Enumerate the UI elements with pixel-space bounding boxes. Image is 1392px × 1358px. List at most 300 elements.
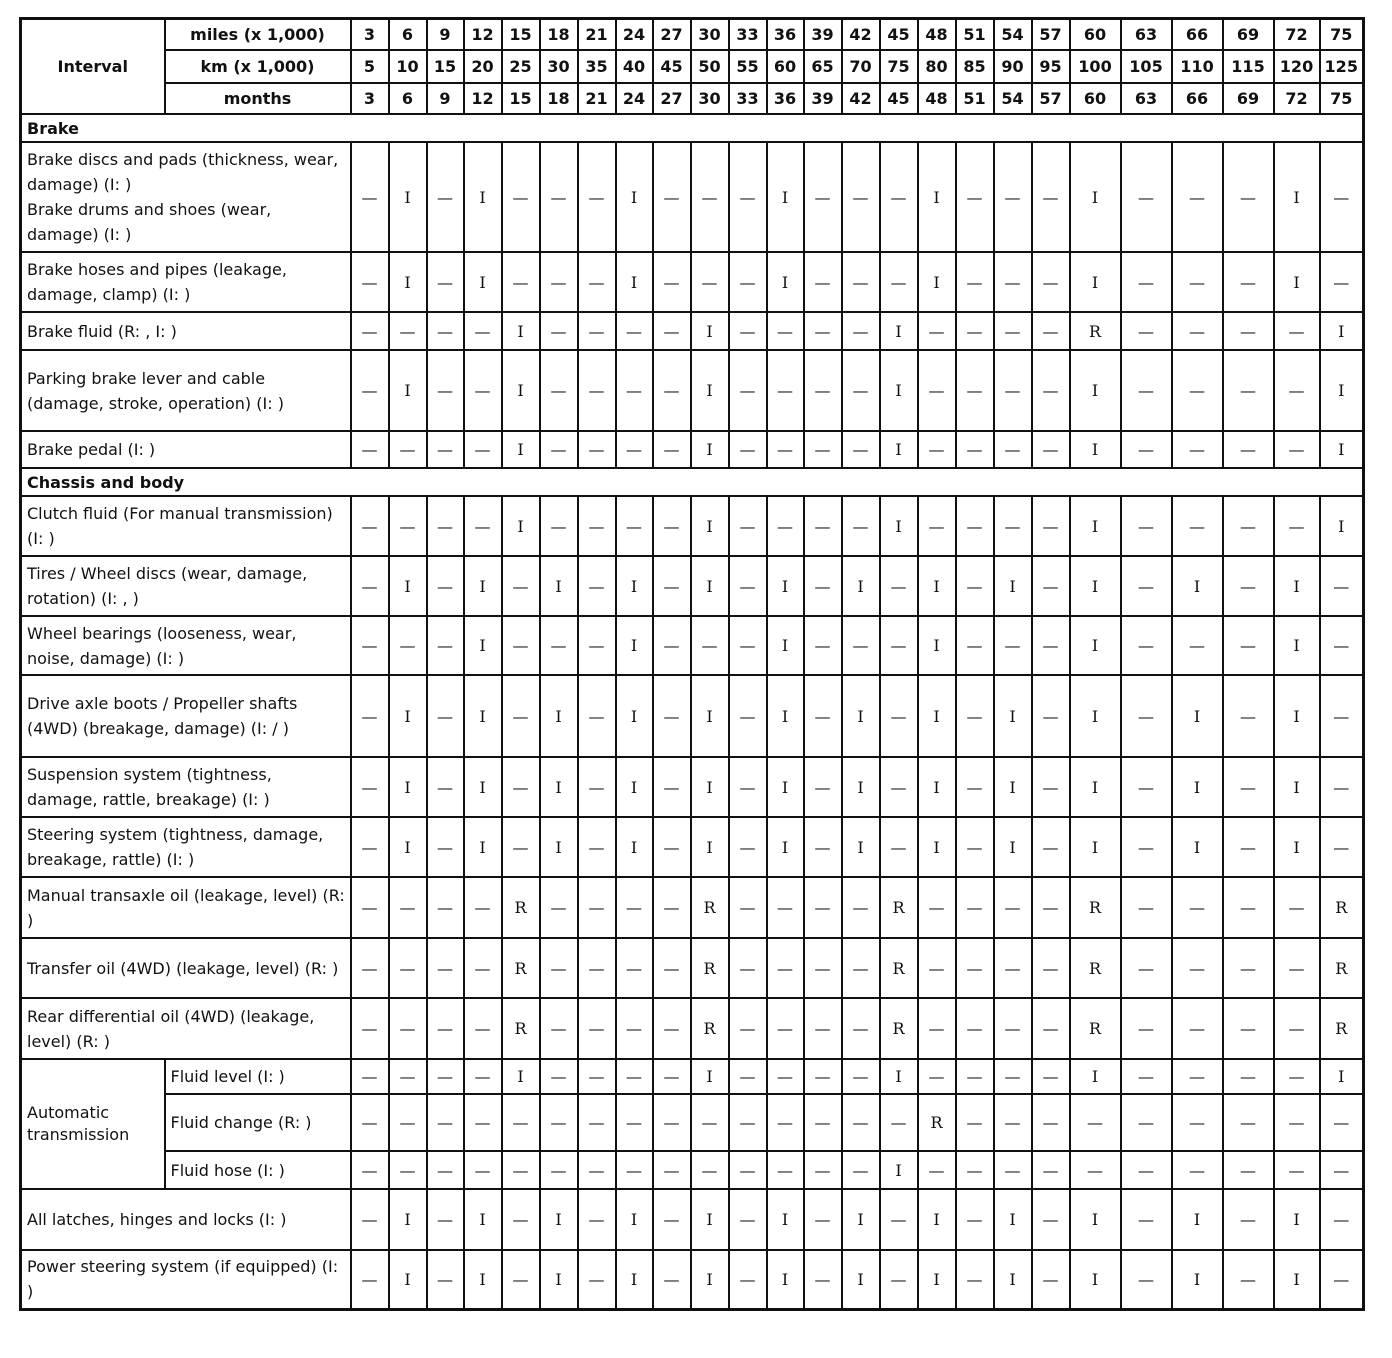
schedule-mark: — bbox=[804, 350, 842, 431]
item-label bbox=[21, 1189, 351, 1250]
schedule-mark: I bbox=[842, 1250, 880, 1309]
schedule-mark: I bbox=[1172, 1189, 1223, 1250]
header-interval-value: 24 bbox=[616, 83, 653, 114]
schedule-mark: — bbox=[1320, 757, 1364, 817]
schedule-mark: I bbox=[918, 616, 956, 675]
schedule-mark: — bbox=[540, 350, 578, 431]
schedule-mark: — bbox=[578, 1250, 616, 1309]
schedule-mark: — bbox=[842, 616, 880, 675]
schedule-mark: I bbox=[691, 556, 729, 616]
schedule-mark: — bbox=[427, 431, 464, 468]
schedule-mark: — bbox=[464, 312, 502, 350]
schedule-mark: I bbox=[389, 142, 427, 252]
item-label bbox=[21, 877, 351, 938]
schedule-mark: — bbox=[540, 616, 578, 675]
schedule-mark: — bbox=[918, 998, 956, 1059]
schedule-mark: — bbox=[502, 1250, 540, 1309]
schedule-mark: — bbox=[1274, 1151, 1320, 1189]
schedule-mark: — bbox=[389, 1059, 427, 1094]
header-interval-value: 42 bbox=[842, 19, 880, 51]
schedule-mark: I bbox=[767, 675, 804, 757]
schedule-mark: — bbox=[767, 1094, 804, 1151]
schedule-mark: I bbox=[616, 556, 653, 616]
schedule-mark: — bbox=[351, 998, 389, 1059]
item-label-text: Brake pedal (I: ) bbox=[27, 440, 156, 459]
schedule-mark: I bbox=[389, 675, 427, 757]
schedule-mark: I bbox=[691, 1189, 729, 1250]
schedule-mark: — bbox=[918, 350, 956, 431]
header-interval-value: 66 bbox=[1172, 83, 1223, 114]
schedule-mark: — bbox=[427, 312, 464, 350]
schedule-mark: — bbox=[767, 496, 804, 556]
item-label-text: Steering system (tightness, damage, breakage, rattle) (I: ) bbox=[27, 825, 324, 869]
schedule-mark: — bbox=[1121, 496, 1172, 556]
schedule-mark: — bbox=[578, 675, 616, 757]
schedule-mark: — bbox=[956, 877, 994, 938]
schedule-mark: — bbox=[729, 350, 767, 431]
header-interval-value: 60 bbox=[767, 50, 804, 83]
schedule-mark: I bbox=[1172, 757, 1223, 817]
schedule-mark: I bbox=[502, 312, 540, 350]
schedule-mark: — bbox=[578, 350, 616, 431]
schedule-mark: — bbox=[804, 675, 842, 757]
schedule-mark: — bbox=[653, 312, 691, 350]
schedule-mark: — bbox=[502, 616, 540, 675]
schedule-mark: — bbox=[1121, 1250, 1172, 1309]
schedule-mark: — bbox=[578, 1059, 616, 1094]
header-row bbox=[21, 83, 1364, 114]
schedule-mark: — bbox=[1172, 431, 1223, 468]
header-interval-value: 24 bbox=[616, 19, 653, 51]
table-row bbox=[21, 998, 1364, 1059]
schedule-mark: — bbox=[767, 312, 804, 350]
table-row bbox=[21, 431, 1364, 468]
schedule-mark: — bbox=[616, 496, 653, 556]
schedule-mark: I bbox=[502, 350, 540, 431]
header-interval-value: 3 bbox=[351, 83, 389, 114]
schedule-mark: — bbox=[653, 1094, 691, 1151]
schedule-mark: — bbox=[578, 817, 616, 877]
schedule-mark: — bbox=[1172, 496, 1223, 556]
schedule-mark: — bbox=[1032, 431, 1070, 468]
schedule-mark: — bbox=[994, 938, 1032, 998]
schedule-mark: — bbox=[691, 1094, 729, 1151]
schedule-mark: — bbox=[616, 877, 653, 938]
schedule-mark: — bbox=[804, 1189, 842, 1250]
schedule-mark: — bbox=[616, 1094, 653, 1151]
schedule-mark: — bbox=[351, 252, 389, 312]
schedule-mark: — bbox=[1121, 350, 1172, 431]
schedule-mark: — bbox=[880, 616, 918, 675]
schedule-mark: R bbox=[1070, 998, 1121, 1059]
schedule-mark: — bbox=[427, 1059, 464, 1094]
header-interval-value: 12 bbox=[464, 19, 502, 51]
header-interval-value: 6 bbox=[389, 83, 427, 114]
schedule-mark: I bbox=[464, 1250, 502, 1309]
schedule-mark: I bbox=[767, 817, 804, 877]
schedule-mark: — bbox=[653, 1189, 691, 1250]
header-interval-value: 100 bbox=[1070, 50, 1121, 83]
schedule-mark: — bbox=[1223, 938, 1274, 998]
schedule-mark: — bbox=[502, 1094, 540, 1151]
header-interval-value: 125 bbox=[1320, 50, 1364, 83]
schedule-mark: — bbox=[1223, 877, 1274, 938]
schedule-mark: I bbox=[1070, 1059, 1121, 1094]
schedule-mark: I bbox=[502, 431, 540, 468]
schedule-mark: I bbox=[918, 252, 956, 312]
schedule-mark: — bbox=[1032, 817, 1070, 877]
schedule-mark: — bbox=[1274, 1059, 1320, 1094]
schedule-mark: — bbox=[804, 1250, 842, 1309]
schedule-mark: — bbox=[1121, 1189, 1172, 1250]
schedule-mark: — bbox=[351, 1094, 389, 1151]
schedule-mark: — bbox=[502, 1151, 540, 1189]
schedule-mark: — bbox=[1172, 938, 1223, 998]
schedule-mark: — bbox=[767, 1151, 804, 1189]
schedule-mark: — bbox=[804, 142, 842, 252]
schedule-mark: I bbox=[1320, 350, 1364, 431]
schedule-mark: — bbox=[427, 1189, 464, 1250]
schedule-mark: — bbox=[1032, 938, 1070, 998]
schedule-mark: I bbox=[1320, 496, 1364, 556]
schedule-mark: — bbox=[1032, 496, 1070, 556]
schedule-mark: — bbox=[1223, 496, 1274, 556]
item-label-text: Brake drums and shoes (wear, damage) (I: ) bbox=[27, 200, 272, 244]
header-interval-value: 30 bbox=[691, 19, 729, 51]
schedule-mark: I bbox=[540, 1189, 578, 1250]
schedule-mark: — bbox=[880, 142, 918, 252]
schedule-mark: — bbox=[994, 616, 1032, 675]
group-label: Automatic transmission bbox=[21, 1059, 165, 1189]
schedule-mark: — bbox=[427, 817, 464, 877]
schedule-mark: — bbox=[427, 938, 464, 998]
schedule-mark: — bbox=[653, 817, 691, 877]
schedule-mark: — bbox=[1320, 1094, 1364, 1151]
schedule-mark: — bbox=[729, 998, 767, 1059]
schedule-mark: — bbox=[1121, 431, 1172, 468]
schedule-mark: — bbox=[351, 1250, 389, 1309]
schedule-mark: — bbox=[540, 998, 578, 1059]
schedule-mark: — bbox=[880, 1250, 918, 1309]
schedule-mark: — bbox=[1032, 252, 1070, 312]
schedule-mark: I bbox=[918, 675, 956, 757]
schedule-mark: — bbox=[540, 1094, 578, 1151]
schedule-mark: R bbox=[1320, 998, 1364, 1059]
schedule-mark: — bbox=[1223, 556, 1274, 616]
header-interval-value: 10 bbox=[389, 50, 427, 83]
table-row bbox=[21, 616, 1364, 675]
group-item-label: Fluid level (I: ) bbox=[165, 1059, 351, 1094]
schedule-mark: — bbox=[653, 1250, 691, 1309]
item-label bbox=[21, 1250, 351, 1309]
schedule-mark: — bbox=[1274, 938, 1320, 998]
schedule-mark: — bbox=[578, 142, 616, 252]
schedule-mark: — bbox=[351, 1151, 389, 1189]
schedule-mark: I bbox=[389, 757, 427, 817]
schedule-mark: — bbox=[994, 252, 1032, 312]
header-interval-value: 60 bbox=[1070, 19, 1121, 51]
header-row bbox=[21, 50, 1364, 83]
header-interval-value: 6 bbox=[389, 19, 427, 51]
schedule-mark: — bbox=[1032, 998, 1070, 1059]
schedule-mark: — bbox=[956, 142, 994, 252]
schedule-mark: — bbox=[1223, 616, 1274, 675]
schedule-mark: I bbox=[691, 431, 729, 468]
schedule-mark: I bbox=[389, 1189, 427, 1250]
schedule-mark: I bbox=[880, 431, 918, 468]
header-interval-value: 21 bbox=[578, 19, 616, 51]
schedule-mark: — bbox=[1223, 252, 1274, 312]
schedule-mark: — bbox=[918, 938, 956, 998]
schedule-mark: I bbox=[389, 1250, 427, 1309]
schedule-mark: — bbox=[540, 938, 578, 998]
header-interval-value: 115 bbox=[1223, 50, 1274, 83]
schedule-mark: I bbox=[616, 817, 653, 877]
item-label bbox=[21, 350, 351, 431]
schedule-mark: — bbox=[994, 312, 1032, 350]
header-interval-value: 90 bbox=[994, 50, 1032, 83]
schedule-mark: — bbox=[842, 431, 880, 468]
header-interval-value: 35 bbox=[578, 50, 616, 83]
schedule-mark: I bbox=[1274, 616, 1320, 675]
schedule-mark: — bbox=[1032, 616, 1070, 675]
schedule-mark: — bbox=[653, 877, 691, 938]
schedule-mark: — bbox=[389, 1094, 427, 1151]
schedule-mark: — bbox=[427, 675, 464, 757]
header-interval-value: 69 bbox=[1223, 83, 1274, 114]
schedule-mark: — bbox=[1320, 1189, 1364, 1250]
schedule-mark: — bbox=[578, 998, 616, 1059]
schedule-mark: I bbox=[1070, 496, 1121, 556]
table-row bbox=[21, 252, 1364, 312]
schedule-mark: — bbox=[1274, 1094, 1320, 1151]
schedule-mark: — bbox=[691, 252, 729, 312]
schedule-mark: I bbox=[880, 1151, 918, 1189]
schedule-mark: I bbox=[691, 312, 729, 350]
schedule-mark: — bbox=[956, 998, 994, 1059]
schedule-mark: — bbox=[1070, 1151, 1121, 1189]
schedule-mark: — bbox=[880, 675, 918, 757]
schedule-mark: — bbox=[729, 556, 767, 616]
schedule-mark: — bbox=[502, 142, 540, 252]
schedule-mark: — bbox=[578, 496, 616, 556]
schedule-mark: — bbox=[578, 616, 616, 675]
schedule-mark: — bbox=[1274, 350, 1320, 431]
header-interval-value: 54 bbox=[994, 19, 1032, 51]
item-label bbox=[21, 431, 351, 468]
schedule-mark: — bbox=[616, 350, 653, 431]
header-interval-value: 18 bbox=[540, 83, 578, 114]
schedule-mark: — bbox=[956, 252, 994, 312]
schedule-mark: — bbox=[502, 1189, 540, 1250]
schedule-mark: — bbox=[804, 1151, 842, 1189]
schedule-mark: — bbox=[616, 938, 653, 998]
header-interval-value: 45 bbox=[880, 83, 918, 114]
schedule-mark: — bbox=[502, 817, 540, 877]
header-unit-label: km (x 1,000) bbox=[165, 50, 351, 83]
schedule-mark: R bbox=[691, 938, 729, 998]
schedule-mark: R bbox=[880, 877, 918, 938]
section-title: Brake bbox=[21, 114, 1364, 142]
item-label bbox=[21, 757, 351, 817]
schedule-mark: — bbox=[1032, 350, 1070, 431]
header-interval-value: 63 bbox=[1121, 83, 1172, 114]
schedule-mark: I bbox=[691, 1250, 729, 1309]
schedule-mark: I bbox=[1070, 350, 1121, 431]
schedule-mark: — bbox=[956, 1094, 994, 1151]
schedule-mark: — bbox=[351, 616, 389, 675]
header-interval-value: 27 bbox=[653, 83, 691, 114]
schedule-mark: — bbox=[427, 616, 464, 675]
schedule-mark: I bbox=[464, 817, 502, 877]
section-row bbox=[21, 114, 1364, 142]
schedule-mark: — bbox=[729, 252, 767, 312]
section-title: Chassis and body bbox=[21, 468, 1364, 496]
schedule-mark: — bbox=[1172, 350, 1223, 431]
schedule-mark: — bbox=[578, 938, 616, 998]
schedule-mark: — bbox=[1172, 142, 1223, 252]
section-row bbox=[21, 468, 1364, 496]
schedule-mark: I bbox=[502, 496, 540, 556]
schedule-mark: — bbox=[729, 1250, 767, 1309]
schedule-mark: — bbox=[880, 817, 918, 877]
schedule-mark: — bbox=[880, 252, 918, 312]
schedule-mark: I bbox=[880, 312, 918, 350]
item-label bbox=[21, 496, 351, 556]
schedule-mark: I bbox=[994, 1189, 1032, 1250]
schedule-mark: — bbox=[804, 616, 842, 675]
schedule-mark: — bbox=[804, 431, 842, 468]
schedule-mark: I bbox=[767, 556, 804, 616]
schedule-mark: I bbox=[502, 1059, 540, 1094]
schedule-mark: — bbox=[729, 431, 767, 468]
header-interval-value: 45 bbox=[653, 50, 691, 83]
schedule-mark: — bbox=[578, 877, 616, 938]
schedule-mark: — bbox=[578, 1151, 616, 1189]
schedule-mark: — bbox=[427, 556, 464, 616]
schedule-mark: — bbox=[389, 998, 427, 1059]
schedule-mark: — bbox=[729, 757, 767, 817]
schedule-mark: — bbox=[880, 556, 918, 616]
schedule-mark: — bbox=[351, 877, 389, 938]
schedule-mark: — bbox=[1121, 998, 1172, 1059]
schedule-mark: I bbox=[918, 142, 956, 252]
schedule-mark: — bbox=[1121, 1151, 1172, 1189]
schedule-mark: I bbox=[767, 757, 804, 817]
header-interval-value: 80 bbox=[918, 50, 956, 83]
schedule-mark: — bbox=[1223, 1189, 1274, 1250]
header-interval-value: 21 bbox=[578, 83, 616, 114]
item-label bbox=[21, 556, 351, 616]
schedule-mark: — bbox=[464, 877, 502, 938]
schedule-mark: — bbox=[653, 998, 691, 1059]
item-label bbox=[21, 252, 351, 312]
schedule-mark: — bbox=[464, 938, 502, 998]
schedule-mark: — bbox=[464, 1094, 502, 1151]
header-interval-value: 57 bbox=[1032, 83, 1070, 114]
schedule-mark: I bbox=[767, 616, 804, 675]
schedule-mark: — bbox=[1320, 817, 1364, 877]
header-interval-value: 57 bbox=[1032, 19, 1070, 51]
header-interval-value: 9 bbox=[427, 83, 464, 114]
table-row bbox=[21, 817, 1364, 877]
schedule-mark: — bbox=[1032, 1151, 1070, 1189]
schedule-mark: — bbox=[956, 496, 994, 556]
header-interval-value: 110 bbox=[1172, 50, 1223, 83]
schedule-mark: — bbox=[1121, 1059, 1172, 1094]
schedule-mark: — bbox=[1320, 675, 1364, 757]
schedule-mark: — bbox=[653, 431, 691, 468]
header-interval-value: 51 bbox=[956, 83, 994, 114]
item-label bbox=[21, 616, 351, 675]
schedule-mark: I bbox=[994, 675, 1032, 757]
header-interval-value: 45 bbox=[880, 19, 918, 51]
schedule-mark: I bbox=[918, 1250, 956, 1309]
schedule-mark: — bbox=[691, 1151, 729, 1189]
item-label-text: Rear differential oil (4WD) (leakage, level) (R: ) bbox=[27, 1006, 315, 1051]
header-interval-value: 105 bbox=[1121, 50, 1172, 83]
header-interval-value: 75 bbox=[1320, 83, 1364, 114]
schedule-mark: — bbox=[1223, 675, 1274, 757]
schedule-mark: — bbox=[729, 142, 767, 252]
schedule-mark: — bbox=[351, 1059, 389, 1094]
schedule-mark: — bbox=[804, 938, 842, 998]
schedule-mark: I bbox=[389, 252, 427, 312]
schedule-mark: — bbox=[1223, 1151, 1274, 1189]
schedule-mark: — bbox=[653, 496, 691, 556]
schedule-mark: I bbox=[540, 675, 578, 757]
schedule-mark: — bbox=[616, 998, 653, 1059]
item-label-text: Brake discs and pads (thickness, wear, damage) (I: ) bbox=[27, 150, 339, 194]
header-interval-value: 51 bbox=[956, 19, 994, 51]
schedule-mark: — bbox=[842, 252, 880, 312]
schedule-mark: — bbox=[804, 312, 842, 350]
schedule-mark: R bbox=[880, 998, 918, 1059]
schedule-mark: — bbox=[427, 1094, 464, 1151]
schedule-mark: I bbox=[1070, 252, 1121, 312]
schedule-mark: — bbox=[842, 1094, 880, 1151]
schedule-mark: R bbox=[502, 877, 540, 938]
schedule-mark: — bbox=[956, 1059, 994, 1094]
schedule-mark: — bbox=[653, 1151, 691, 1189]
schedule-mark: — bbox=[729, 675, 767, 757]
schedule-mark: I bbox=[464, 142, 502, 252]
header-interval-value: 63 bbox=[1121, 19, 1172, 51]
schedule-mark: — bbox=[1121, 142, 1172, 252]
schedule-mark: — bbox=[1121, 757, 1172, 817]
schedule-mark: R bbox=[1320, 877, 1364, 938]
schedule-mark: — bbox=[956, 616, 994, 675]
schedule-mark: I bbox=[389, 556, 427, 616]
schedule-mark: — bbox=[767, 938, 804, 998]
schedule-mark: — bbox=[1223, 998, 1274, 1059]
schedule-mark: — bbox=[1121, 616, 1172, 675]
item-label-text: Drive axle boots / Propeller shafts (4WD) (breakage, damage) (I: / ) bbox=[27, 694, 298, 738]
schedule-mark: — bbox=[994, 350, 1032, 431]
schedule-mark: I bbox=[767, 1250, 804, 1309]
schedule-mark: — bbox=[804, 1094, 842, 1151]
table-row bbox=[21, 1094, 1364, 1151]
schedule-mark: — bbox=[427, 1250, 464, 1309]
item-label-text: All latches, hinges and locks (I: ) bbox=[27, 1210, 287, 1229]
item-label bbox=[21, 938, 351, 998]
schedule-mark: — bbox=[502, 757, 540, 817]
maintenance-schedule-sheet bbox=[19, 17, 1365, 1311]
schedule-mark: — bbox=[653, 350, 691, 431]
schedule-mark: — bbox=[1223, 817, 1274, 877]
schedule-mark: — bbox=[1070, 1094, 1121, 1151]
schedule-mark: I bbox=[918, 757, 956, 817]
